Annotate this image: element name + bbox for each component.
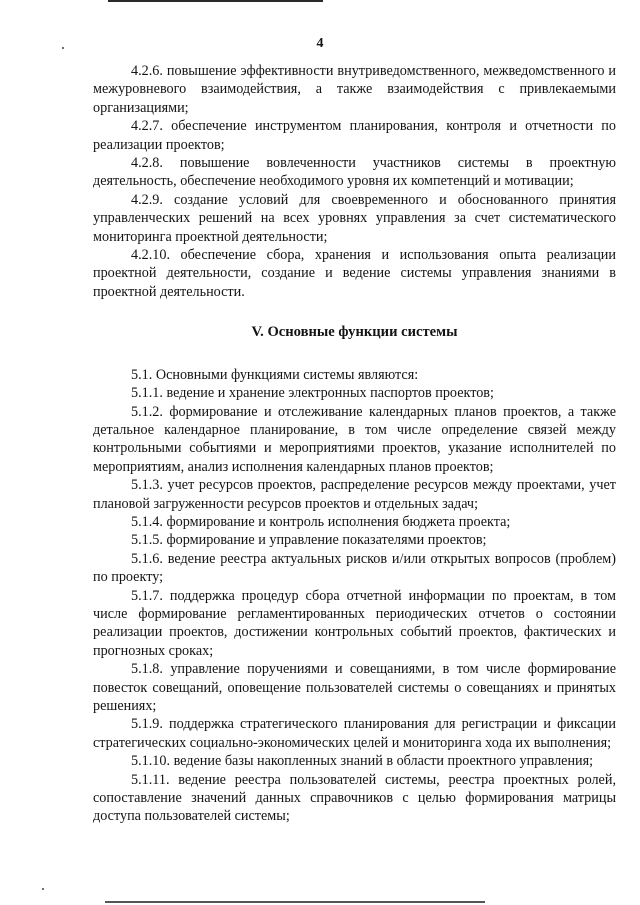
paragraph-4-2-8: 4.2.8. повышение вовлеченности участников системы в проектную деятельность, обеспечение необходимого уровня их компетенций и мотивации;	[93, 155, 616, 190]
paragraph-5-1-10: 5.1.10. ведение базы накопленных знаний в области проектного управления;	[131, 753, 594, 770]
paragraph-5-1-9: 5.1.9. поддержка стратегического планирования для регистрации и фиксации стратегических социально-экономических целей и мониторинга хода их выполнения;	[93, 716, 616, 751]
paragraph-4-2-7: 4.2.7. обеспечение инструментом планирования, контроля и отчетности по реализации проектов;	[93, 118, 616, 153]
paragraph-4-2-6: 4.2.6. повышение эффективности внутриведомственного, межведомственного и межуровневого взаимодействия, а также взаимодействия с привлекаемыми организациями;	[93, 63, 616, 116]
paragraph-4-2-10: 4.2.10. обеспечение сбора, хранения и использования опыта реализации проектной деятельности, создание и ведение системы управления знаниями в проектной деятельности.	[93, 247, 616, 300]
paragraph-5-1-2: 5.1.2. формирование и отслеживание календарных планов проектов, а также детальное календарное планирование, в том числе определение связей между контрольными событиями и мероприятиями проектов, указание исполнителей по мероприятиям, анализ исполнения календарных планов проектов;	[93, 403, 616, 475]
paragraph-5-1-8: 5.1.8. управление поручениями и совещаниями, в том числе формирование повесток совещаний, оповещение пользователей системы о совещаниях и принятых решениях;	[93, 661, 616, 714]
paragraph-5-1-5: 5.1.5. формирование и управление показателями проектов;	[131, 532, 487, 549]
section-heading: V. Основные функции системы	[251, 324, 458, 341]
document-body	[93, 62, 616, 826]
paragraph-5-1-7: 5.1.7. поддержка процедур сбора отчетной информации по проектам, в том числе формирование регламентированных периодических отчетов о состоянии реализации проектов, достижении контрольных событий проектов, фактических и прогнозных сроках;	[93, 587, 616, 659]
paragraph-5-1-6: 5.1.6. ведение реестра актуальных рисков и/или открытых вопросов (проблем) по проекту;	[93, 550, 616, 586]
paragraph-4-2-9: 4.2.9. создание условий для своевременного и обоснованного принятия управленческих решений на всех уровнях управления за счет систематического мониторинга проектной деятельности;	[93, 191, 616, 245]
page-number: 4	[316, 36, 324, 51]
scan-speck	[42, 888, 44, 890]
scan-edge-top	[108, 0, 323, 2]
paragraph-5-1-3: 5.1.3. учет ресурсов проектов, распределение ресурсов между проектами, учет плановой загруженности ресурсов проектов и отдельных задач;	[93, 477, 616, 512]
scan-edge-bottom	[105, 901, 485, 903]
paragraph-5-1-1: 5.1.1. ведение и хранение электронных паспортов проектов;	[131, 385, 494, 402]
paragraph-5-1: 5.1. Основными функциями системы являются:	[131, 366, 419, 383]
paragraph-5-1-4: 5.1.4. формирование и контроль исполнения бюджета проекта;	[131, 513, 511, 530]
paragraph-5-1-11: 5.1.11. ведение реестра пользователей системы, реестра проектных ролей, сопоставление значений данных справочников с целью формирования матрицы доступа пользователей системы;	[93, 771, 616, 825]
